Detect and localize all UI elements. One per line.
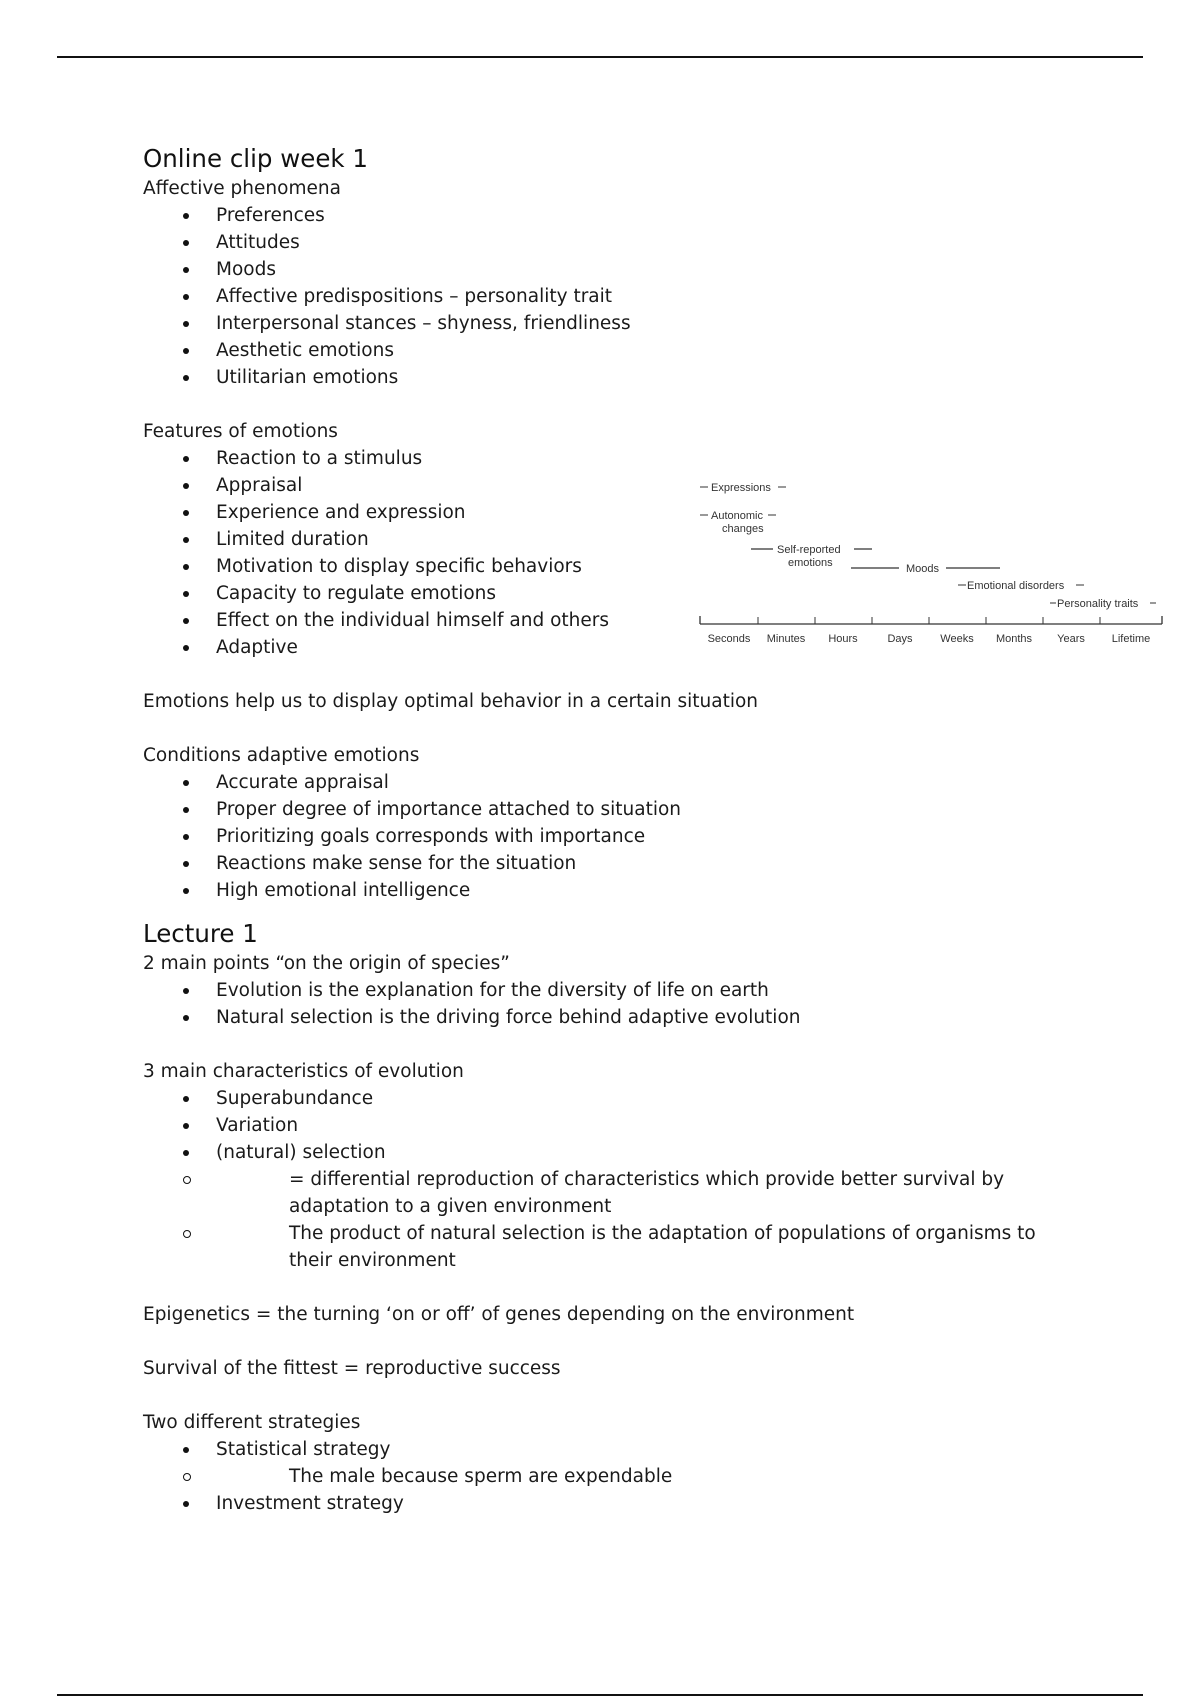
axis-label: Months: [995, 633, 1033, 645]
list-item: Attitudes: [143, 229, 1043, 256]
list-item: Limited duration: [143, 526, 1043, 553]
axis-label: Seconds: [707, 633, 751, 645]
axis-label: Years: [1057, 633, 1085, 645]
list-item: Aesthetic emotions: [143, 337, 1043, 364]
conditions-heading: Conditions adaptive emotions: [143, 745, 420, 766]
document-body: [143, 143, 1043, 1517]
evolution-list: [143, 1085, 1043, 1274]
list-item: Affective predispositions – personality trait: [143, 283, 1043, 310]
list-item: Reaction to a stimulus: [143, 445, 1043, 472]
axis-label: Days: [887, 633, 913, 645]
list-item: Preferences: [143, 202, 1043, 229]
statistical-strategy: Statistical strategy: [216, 1439, 391, 1460]
origin-points-list: [143, 977, 1043, 1031]
conditions-list: [143, 769, 1043, 904]
bottom-rule: [57, 1694, 1143, 1696]
list-item: Accurate appraisal: [143, 769, 1043, 796]
sub-list-item: The male because sperm are expendable: [143, 1463, 1043, 1490]
strategies-list: [143, 1436, 1043, 1517]
axis-label: Minutes: [766, 633, 806, 645]
timeline-label-moods: Moods: [906, 563, 940, 575]
heading-lecture-1: Lecture 1: [143, 919, 258, 948]
list-item: Effect on the individual himself and others: [143, 607, 1043, 634]
list-item: Superabundance: [143, 1085, 1043, 1112]
list-item: Evolution is the explanation for the diversity of life on earth: [143, 977, 1043, 1004]
axis-label: Weeks: [940, 633, 974, 645]
list-item: Motivation to display specific behaviors: [143, 553, 1043, 580]
timeline-label-emotional-disorders: Emotional disorders: [967, 580, 1065, 592]
list-item: Interpersonal stances – shyness, friendliness: [143, 310, 1043, 337]
list-item: Utilitarian emotions: [143, 364, 1043, 391]
list-item: Capacity to regulate emotions: [143, 580, 1043, 607]
selection-label: (natural) selection: [216, 1142, 386, 1163]
timeline-label-autonomic: Autonomic: [711, 510, 763, 522]
axis-label: Lifetime: [1111, 633, 1151, 645]
list-item: Adaptive: [143, 634, 1043, 661]
sub-list-item: The product of natural selection is the adaptation of populations of organisms to their environment: [143, 1220, 1043, 1274]
strategies-heading: Two different strategies: [143, 1412, 361, 1433]
list-item: High emotional intelligence: [143, 877, 1043, 904]
list-item: Natural selection is the driving force behind adaptive evolution: [143, 1004, 1043, 1031]
list-item: Proper degree of importance attached to situation: [143, 796, 1043, 823]
timeline-label-autonomic-2: changes: [722, 523, 764, 535]
axis-label: Hours: [828, 633, 858, 645]
affective-phenomena-heading: Affective phenomena: [143, 178, 341, 199]
timeline-label-personality-traits: Personality traits: [1057, 598, 1139, 610]
origin-heading: 2 main points “on the origin of species”: [143, 953, 510, 974]
features-heading: Features of emotions: [143, 421, 338, 442]
list-item: Appraisal: [143, 472, 1043, 499]
list-item: Variation: [143, 1112, 1043, 1139]
epigenetics-definition: Epigenetics = the turning ‘on or off’ of genes depending on the environment: [143, 1304, 855, 1325]
timeline-label-expressions: Expressions: [711, 482, 771, 494]
top-rule: [57, 56, 1143, 58]
list-item: [143, 1139, 1043, 1274]
survival-definition: Survival of the fittest = reproductive success: [143, 1358, 561, 1379]
list-item: Experience and expression: [143, 499, 1043, 526]
statistical-sublist: [143, 1463, 1043, 1490]
heading-online-clip: Online clip week 1: [143, 144, 368, 173]
sub-list-item: = differential reproduction of characteristics which provide better survival by adaptation to a given environment: [143, 1166, 1043, 1220]
list-item: Reactions make sense for the situation: [143, 850, 1043, 877]
list-item: Investment strategy: [143, 1490, 1043, 1517]
emotion-timescale-figure: [696, 470, 1166, 650]
list-item: Prioritizing goals corresponds with importance: [143, 823, 1043, 850]
affective-phenomena-list: [143, 202, 1043, 391]
evolution-heading: 3 main characteristics of evolution: [143, 1061, 464, 1082]
list-item: [143, 1436, 1043, 1490]
optimal-behavior-statement: Emotions help us to display optimal behavior in a certain situation: [143, 691, 759, 712]
selection-sublist: [143, 1166, 1043, 1274]
list-item: Moods: [143, 256, 1043, 283]
timeline-label-self-reported: Self-reported: [777, 544, 841, 556]
timeline-label-self-reported-2: emotions: [788, 557, 833, 569]
